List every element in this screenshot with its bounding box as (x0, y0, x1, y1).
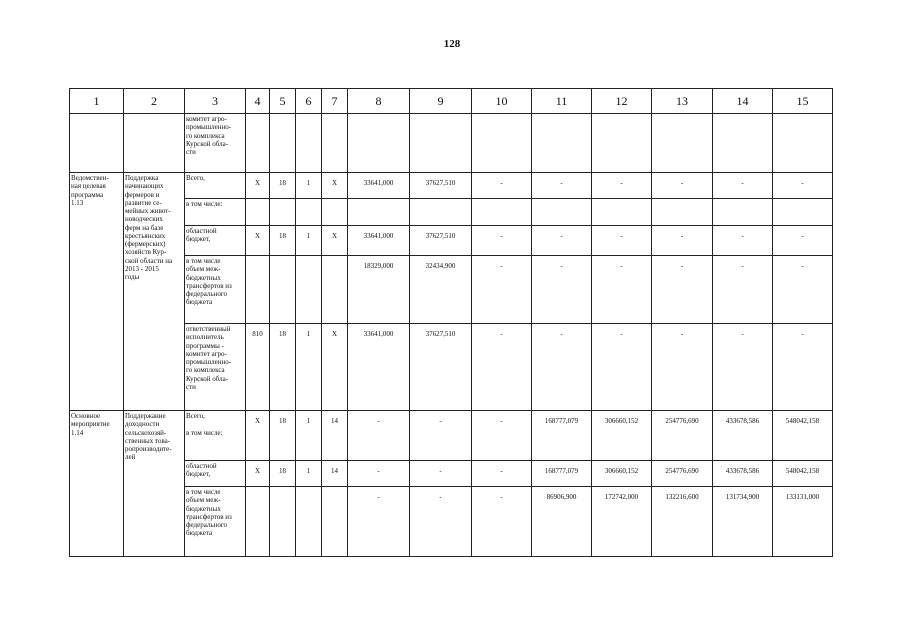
value-cell-text: 168777,079 (544, 467, 579, 475)
value-cell (410, 487, 472, 557)
value-cell-text: X (254, 467, 261, 475)
value-cell (592, 461, 652, 487)
value-cell (532, 173, 592, 199)
value-cell (713, 324, 773, 411)
value-cell (296, 487, 322, 557)
value-cell-text: - (680, 232, 684, 240)
value-cell-text: X (331, 179, 338, 187)
value-cell (532, 256, 592, 324)
value-cell-text: - (560, 330, 563, 338)
table-row (70, 487, 833, 557)
value-cell (652, 226, 713, 256)
value-cell (472, 199, 532, 226)
value-cell-text: 306660,152 (604, 417, 639, 425)
value-cell (270, 256, 296, 324)
value-cell (773, 173, 833, 199)
value-cell-text: 18 (279, 417, 286, 425)
value-cell (410, 173, 472, 199)
column-header: 9 (410, 89, 472, 114)
value-cell (246, 461, 270, 487)
value-cell (592, 173, 652, 199)
value-cell-text: - (741, 262, 744, 270)
value-cell (713, 226, 773, 256)
value-cell (296, 256, 322, 324)
value-cell (348, 461, 410, 487)
value-cell-text: 1 (306, 417, 311, 425)
value-cell-text: 33641,000 (363, 179, 394, 187)
value-cell (296, 411, 322, 461)
column-header: 8 (348, 89, 410, 114)
value-cell (652, 461, 713, 487)
table-row (70, 114, 833, 173)
table-row (70, 324, 833, 411)
value-cell-text: - (500, 467, 503, 475)
program-code-cell (70, 411, 124, 557)
value-cell-text: - (680, 179, 684, 187)
value-cell (410, 199, 472, 226)
table-row (70, 173, 833, 199)
value-cell-text: - (500, 232, 503, 240)
value-cell (773, 411, 833, 461)
value-cell (296, 226, 322, 256)
value-cell (322, 114, 348, 173)
value-cell (322, 461, 348, 487)
value-cell (322, 411, 348, 461)
value-cell-text: 132216,600 (665, 493, 699, 501)
value-cell (652, 411, 713, 461)
source-label-cell-text: в том числе объем меж- бюджетных трансфертов из федерального бюджета (186, 257, 232, 307)
value-cell (296, 324, 322, 411)
value-cell (592, 199, 652, 226)
value-cell-text: 18329,000 (363, 262, 394, 270)
value-cell (322, 173, 348, 199)
table-row (70, 226, 833, 256)
value-cell-text: - (377, 417, 380, 425)
header-row (70, 89, 833, 114)
value-cell (472, 461, 532, 487)
column-header: 15 (773, 89, 833, 114)
value-cell-text: - (500, 179, 503, 187)
value-cell (270, 324, 296, 411)
value-cell (322, 487, 348, 557)
program-title-cell (124, 173, 185, 411)
value-cell (592, 411, 652, 461)
value-cell-text: 14 (331, 417, 338, 425)
value-cell-text: 548042,158 (785, 467, 820, 475)
value-cell-text: - (500, 262, 503, 270)
column-header: 10 (472, 89, 532, 114)
value-cell-text: 168777,079 (544, 417, 579, 425)
value-cell-text: 1 (306, 232, 311, 240)
value-cell (532, 461, 592, 487)
value-cell (472, 114, 532, 173)
value-cell (270, 226, 296, 256)
value-cell-text: - (439, 467, 442, 475)
value-cell (322, 324, 348, 411)
value-cell (410, 256, 472, 324)
table-row (70, 461, 833, 487)
value-cell (410, 461, 472, 487)
value-cell-text: - (680, 330, 684, 338)
value-cell (246, 256, 270, 324)
column-header: 12 (592, 89, 652, 114)
empty-cell (124, 114, 185, 173)
value-cell (713, 487, 773, 557)
value-cell-text: - (560, 262, 563, 270)
column-header: 13 (652, 89, 713, 114)
value-cell-text: 37627,510 (425, 179, 456, 187)
value-cell (532, 114, 592, 173)
value-cell-text: 37627,510 (425, 232, 456, 240)
value-cell-text: - (560, 179, 563, 187)
value-cell (652, 199, 713, 226)
value-cell-text: 133131,000 (785, 493, 820, 501)
value-cell (348, 487, 410, 557)
value-cell-text: - (620, 232, 623, 240)
page-number: 128 (443, 38, 461, 50)
value-cell (270, 487, 296, 557)
value-cell-text: 131734,900 (725, 493, 760, 501)
value-cell-text: - (680, 262, 684, 270)
program-title-cell (124, 411, 185, 557)
value-cell (410, 226, 472, 256)
source-label-cell (185, 226, 246, 256)
value-cell-text: - (801, 232, 804, 240)
value-cell (773, 487, 833, 557)
column-header: 1 (70, 89, 124, 114)
value-cell (296, 173, 322, 199)
value-cell-text: - (741, 330, 744, 338)
source-label-cell-text: Всего, в том числе: (186, 412, 223, 437)
value-cell-text: 306660,152 (604, 467, 639, 475)
program-code-cell-text: Ведомствен- ная целевая программа 1.13 (71, 174, 109, 207)
value-cell-text: - (801, 330, 804, 338)
value-cell-text: - (620, 262, 623, 270)
source-label-cell-text: областной бюджет, (186, 462, 217, 479)
source-label-cell-text: в том числе объем меж- бюджетных трансфертов из федерального бюджета (186, 488, 232, 538)
value-cell (713, 199, 773, 226)
value-cell (270, 173, 296, 199)
column-header: 5 (270, 89, 296, 114)
value-cell-text: 33641,000 (363, 232, 394, 240)
value-cell (592, 226, 652, 256)
source-label-cell (185, 256, 246, 324)
value-cell-text: - (377, 467, 380, 475)
value-cell-text: - (377, 493, 380, 501)
value-cell-text: - (500, 417, 503, 425)
value-cell-text: - (620, 330, 623, 338)
value-cell-text: 18 (279, 232, 286, 240)
value-cell (532, 226, 592, 256)
value-cell-text: 172742,000 (604, 493, 639, 501)
value-cell (652, 114, 713, 173)
value-cell (410, 324, 472, 411)
value-cell (652, 487, 713, 557)
value-cell (322, 199, 348, 226)
value-cell-text: 1 (306, 330, 311, 338)
value-cell-text: 1 (306, 467, 311, 475)
value-cell (773, 199, 833, 226)
program-title-cell-text: Поддержка начинающих фермеров и развитие се- мейных живот- новодческих ферм на базе крестьянских (фермерских) хозяйств Кур- ской области на 2013 - 2015 годы (125, 174, 173, 281)
source-label-cell (185, 411, 246, 461)
value-cell (246, 114, 270, 173)
value-cell-text: - (439, 493, 442, 501)
value-cell-text: X (331, 232, 338, 240)
value-cell-text: 18 (279, 467, 286, 475)
budget-table (69, 88, 833, 557)
value-cell-text: 32434,900 (425, 262, 456, 270)
value-cell-text: 433678,586 (725, 467, 760, 475)
value-cell (532, 199, 592, 226)
table-row (70, 256, 833, 324)
value-cell-text: 1 (306, 179, 311, 187)
source-label-cell (185, 324, 246, 411)
value-cell (773, 256, 833, 324)
column-header: 2 (124, 89, 185, 114)
value-cell (246, 487, 270, 557)
value-cell (348, 226, 410, 256)
value-cell (592, 256, 652, 324)
column-header: 4 (246, 89, 270, 114)
value-cell-text: - (620, 179, 623, 187)
source-label-cell-text: комитет агро- промышленно- го комплекса Курской обла- сти (186, 115, 232, 156)
value-cell (773, 461, 833, 487)
value-cell-text: - (801, 262, 804, 270)
value-cell-text: 810 (252, 330, 263, 338)
value-cell-text: - (500, 493, 503, 501)
value-cell-text: 18 (279, 330, 286, 338)
value-cell-text: X (254, 179, 261, 187)
value-cell (270, 114, 296, 173)
value-cell (592, 324, 652, 411)
value-cell-text: - (741, 179, 744, 187)
value-cell (246, 226, 270, 256)
value-cell (652, 256, 713, 324)
value-cell-text: X (331, 330, 338, 338)
empty-cell (70, 114, 124, 173)
value-cell (652, 173, 713, 199)
source-label-cell-text: ответственный исполнитель программы - комитет агро- промышленно- го комплекса Курской обла- сти (186, 325, 232, 391)
value-cell (270, 199, 296, 226)
value-cell-text: 548042,158 (785, 417, 820, 425)
value-cell-text: 86906,900 (546, 493, 577, 501)
column-header: 6 (296, 89, 322, 114)
column-header: 14 (713, 89, 773, 114)
value-cell-text: 254776,690 (665, 417, 699, 425)
value-cell (472, 256, 532, 324)
table-row (70, 411, 833, 461)
value-cell (472, 173, 532, 199)
value-cell (773, 226, 833, 256)
value-cell (348, 114, 410, 173)
value-cell (270, 461, 296, 487)
column-header: 11 (532, 89, 592, 114)
source-label-cell (185, 199, 246, 226)
value-cell (296, 199, 322, 226)
value-cell (472, 487, 532, 557)
program-code-cell (70, 173, 124, 411)
value-cell (296, 114, 322, 173)
value-cell-text: - (560, 232, 563, 240)
value-cell-text: X (254, 232, 261, 240)
value-cell (532, 324, 592, 411)
value-cell (348, 411, 410, 461)
source-label-cell-text: в том числе: (186, 200, 223, 208)
value-cell (713, 114, 773, 173)
value-cell (713, 173, 773, 199)
value-cell (348, 199, 410, 226)
source-label-cell (185, 487, 246, 557)
value-cell (592, 487, 652, 557)
value-cell (472, 411, 532, 461)
value-cell (246, 411, 270, 461)
table-row (70, 199, 833, 226)
value-cell (532, 487, 592, 557)
source-label-cell-text: областной бюджет, (186, 227, 217, 244)
value-cell (296, 461, 322, 487)
value-cell (246, 324, 270, 411)
value-cell (592, 114, 652, 173)
value-cell (246, 199, 270, 226)
value-cell (713, 411, 773, 461)
value-cell (652, 324, 713, 411)
value-cell-text: 37627,510 (425, 330, 456, 338)
value-cell (322, 256, 348, 324)
value-cell-text: 433678,586 (725, 417, 760, 425)
value-cell (348, 324, 410, 411)
value-cell (773, 114, 833, 173)
value-cell (713, 461, 773, 487)
column-header: 3 (185, 89, 246, 114)
value-cell-text: - (439, 417, 442, 425)
source-label-cell (185, 173, 246, 199)
value-cell (322, 226, 348, 256)
value-cell-text: 33641,000 (363, 330, 394, 338)
value-cell (532, 411, 592, 461)
value-cell-text: - (801, 179, 804, 187)
source-label-cell-text: Всего, (186, 174, 205, 182)
value-cell (410, 411, 472, 461)
value-cell-text: - (741, 232, 744, 240)
value-cell (472, 324, 532, 411)
value-cell (773, 324, 833, 411)
program-code-cell-text: Основное мероприятие 1.14 (71, 412, 110, 437)
source-label-cell (185, 114, 246, 173)
table-body (70, 114, 833, 557)
value-cell (348, 256, 410, 324)
value-cell (246, 173, 270, 199)
source-label-cell (185, 461, 246, 487)
value-cell-text: 14 (331, 467, 338, 475)
value-cell (472, 226, 532, 256)
value-cell-text: 254776,690 (665, 467, 699, 475)
value-cell-text: - (500, 330, 503, 338)
value-cell (348, 173, 410, 199)
value-cell (410, 114, 472, 173)
value-cell (270, 411, 296, 461)
value-cell (713, 256, 773, 324)
value-cell-text: 18 (279, 179, 286, 187)
column-header: 7 (322, 89, 348, 114)
program-title-cell-text: Поддержание доходности сельскохозяй- ственных това- ропроизводите- лей (125, 412, 172, 462)
value-cell-text: X (254, 417, 261, 425)
